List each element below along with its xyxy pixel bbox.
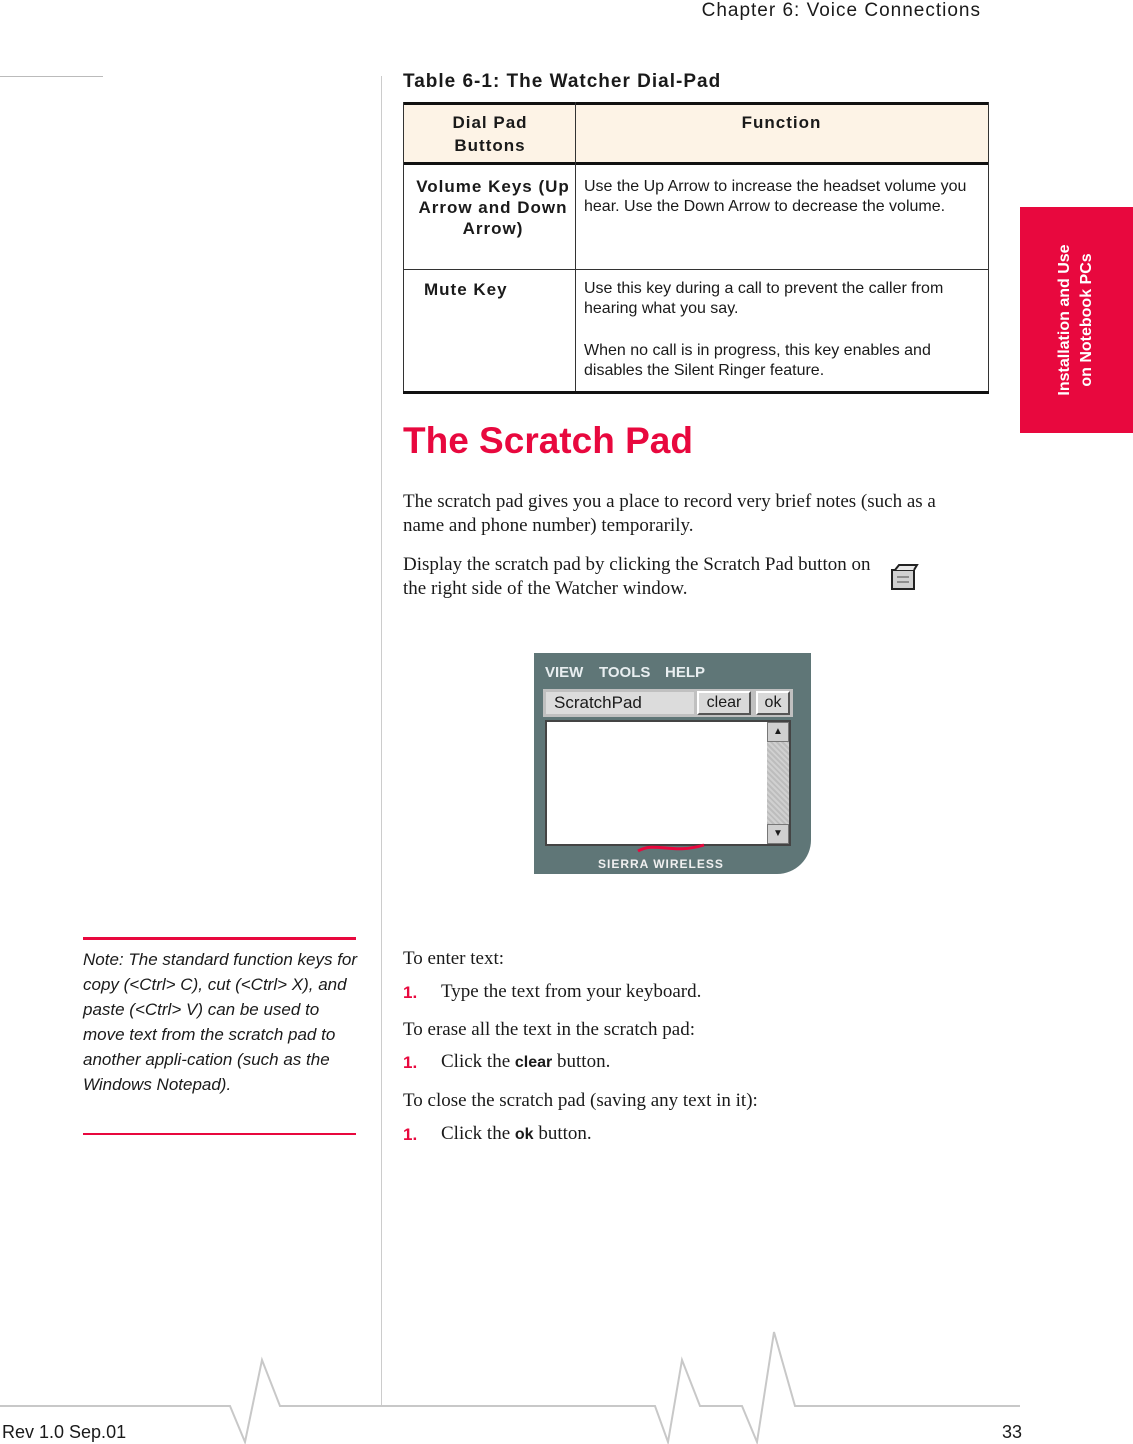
menu-help[interactable]: HELP (665, 664, 706, 681)
scratchpad-button-icon (889, 562, 919, 597)
paragraph: The scratch pad gives you a place to record very brief notes (such as a name and phone number) temporarily. (403, 491, 936, 536)
scrollbar[interactable] (767, 722, 789, 844)
scratchpad-window (534, 653, 811, 874)
instruction-intro: To erase all the text in the scratch pad: (403, 1019, 695, 1040)
scroll-up-icon[interactable]: ▲ (767, 722, 789, 742)
dial-pad-table (403, 102, 989, 394)
scroll-down-icon[interactable]: ▼ (767, 824, 789, 844)
top-divider (0, 76, 103, 77)
section-tab (1020, 207, 1133, 433)
brand-name: SIERRA WIRELESS (598, 857, 724, 871)
table-caption: Table 6-1: The Watcher Dial-Pad (403, 71, 722, 92)
scratchpad-toolbar (543, 689, 793, 717)
instruction-intro: To enter text: (403, 948, 505, 969)
brand-logo-icon (636, 841, 706, 855)
menu-view[interactable]: VIEW (545, 664, 584, 681)
revision-label: Rev 1.0 Sep.01 (2, 1422, 127, 1442)
step-number: 1. (403, 1053, 418, 1072)
note-top-rule (83, 937, 356, 940)
row-key: Mute Key (424, 280, 508, 299)
step-number: 1. (403, 1125, 418, 1144)
ok-button[interactable]: ok (756, 691, 790, 715)
section-heading: The Scratch Pad (403, 420, 693, 461)
paragraph: Display the scratch pad by clicking the Scratch Pad button on the right side of the Watcher window. (403, 554, 871, 599)
keyword-ok: ok (514, 1126, 534, 1143)
footer-waveform (0, 1330, 1133, 1444)
row-description: When no call is in progress, this key enables and disables the Silent Ringer feature. (584, 342, 931, 379)
section-tab-line2: on Notebook PCs (1078, 253, 1095, 387)
row-description: Use this key during a call to prevent the caller from hearing what you say. (584, 280, 944, 317)
section-tab-line1: Installation and Use (1056, 244, 1073, 396)
header-function: Function (741, 113, 822, 132)
keyword-clear: clear (514, 1054, 553, 1071)
clear-button[interactable]: clear (697, 691, 751, 715)
step-text: Type the text from your keyboard. (441, 981, 702, 1002)
header-dial-pad-buttons: Dial Pad Buttons (452, 113, 528, 155)
note-text: Note: The standard function keys for copy (<Ctrl> C), cut (<Ctrl> X), and paste (<Ctrl> V) can be used to move text from the scratch pad to another appli-cation (such as the Windows Notepad). (83, 950, 358, 1094)
note-bottom-rule (83, 1133, 356, 1135)
step-number: 1. (403, 983, 418, 1002)
scratchpad-label: ScratchPad (546, 692, 694, 714)
chapter-title: Chapter 6: Voice Connections (701, 0, 981, 21)
step-text: Click the clear button. (441, 1051, 611, 1072)
page-number: 33 (1001, 1422, 1022, 1442)
menu-tools[interactable]: TOOLS (599, 664, 651, 681)
margin-divider (381, 76, 382, 1406)
step-text: Click the ok button. (441, 1123, 592, 1144)
row-key: Volume Keys (Up Arrow and Down Arrow) (416, 177, 570, 238)
instruction-intro: To close the scratch pad (saving any text in it): (403, 1090, 758, 1111)
row-description: Use the Up Arrow to increase the headset volume you hear. Use the Down Arrow to decrease the volume. (584, 178, 967, 215)
scratchpad-text-area[interactable] (545, 720, 791, 846)
